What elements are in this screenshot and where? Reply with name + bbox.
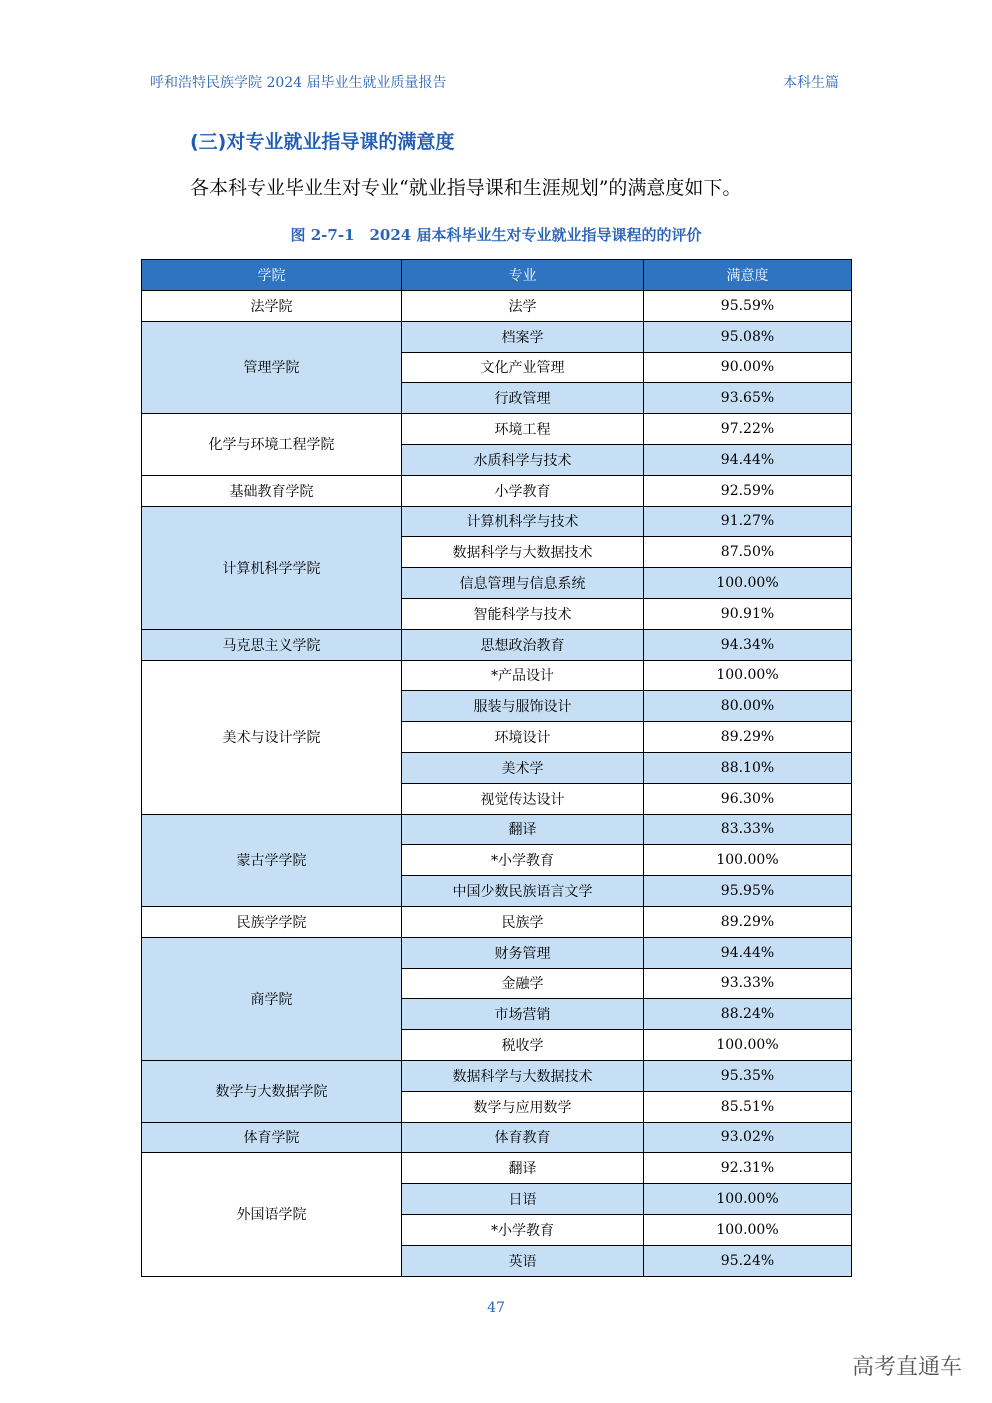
major-cell: 数学与应用数学 <box>402 1091 644 1122</box>
major-cell: 税收学 <box>402 1030 644 1061</box>
report-header-section: 本科生篇 <box>783 75 839 91</box>
value-cell: 100.00% <box>644 660 852 691</box>
value-cell: 95.59% <box>644 291 852 322</box>
major-cell: 服装与服饰设计 <box>402 691 644 722</box>
college-cell: 基础教育学院 <box>142 475 402 506</box>
major-cell: 法学 <box>402 291 644 322</box>
intro-paragraph: 各本科专业毕业生对专业“就业指导课和生涯规划”的满意度如下。 <box>190 177 742 199</box>
major-cell: 美术学 <box>402 752 644 783</box>
value-cell: 93.02% <box>644 1122 852 1153</box>
table-caption: 图 2-7-1 2024 届本科毕业生对专业就业指导课程的的评价 <box>290 226 702 244</box>
value-cell: 96.30% <box>644 783 852 814</box>
table-row <box>142 937 852 968</box>
major-cell: 水质科学与技术 <box>402 444 644 475</box>
college-cell: 蒙古学学院 <box>142 814 402 906</box>
value-cell: 100.00% <box>644 845 852 876</box>
major-cell: 文化产业管理 <box>402 352 644 383</box>
college-cell: 商学院 <box>142 937 402 1060</box>
college-cell: 民族学学院 <box>142 906 402 937</box>
major-cell: *小学教育 <box>402 1214 644 1245</box>
major-cell: 中国少数民族语言文学 <box>402 876 644 907</box>
college-cell: 管理学院 <box>142 321 402 413</box>
major-cell: *小学教育 <box>402 845 644 876</box>
value-cell: 100.00% <box>644 1184 852 1215</box>
table-row <box>142 1060 852 1091</box>
table-row <box>142 506 852 537</box>
table-row <box>142 906 852 937</box>
college-cell: 外国语学院 <box>142 1153 402 1276</box>
value-cell: 93.65% <box>644 383 852 414</box>
value-cell: 87.50% <box>644 537 852 568</box>
table-row <box>142 475 852 506</box>
table-row <box>142 291 852 322</box>
value-cell: 94.34% <box>644 629 852 660</box>
college-cell: 化学与环境工程学院 <box>142 414 402 476</box>
value-cell: 100.00% <box>644 1214 852 1245</box>
major-cell: 环境工程 <box>402 414 644 445</box>
major-cell: 英语 <box>402 1245 644 1276</box>
value-cell: 90.00% <box>644 352 852 383</box>
report-header-title: 呼和浩特民族学院 2024 届毕业生就业质量报告 <box>150 75 447 91</box>
section-title: (三)对专业就业指导课的满意度 <box>190 131 455 153</box>
college-cell: 数学与大数据学院 <box>142 1060 402 1122</box>
table-header-row <box>142 260 852 291</box>
table-row <box>142 629 852 660</box>
value-cell: 100.00% <box>644 568 852 599</box>
value-cell: 88.24% <box>644 999 852 1030</box>
major-cell: 金融学 <box>402 968 644 999</box>
value-cell: 95.24% <box>644 1245 852 1276</box>
header-college: 学院 <box>142 260 402 291</box>
page-number: 47 <box>487 1300 505 1316</box>
major-cell: 财务管理 <box>402 937 644 968</box>
value-cell: 94.44% <box>644 937 852 968</box>
major-cell: 体育教育 <box>402 1122 644 1153</box>
value-cell: 93.33% <box>644 968 852 999</box>
college-cell: 法学院 <box>142 291 402 322</box>
major-cell: 小学教育 <box>402 475 644 506</box>
major-cell: 翻译 <box>402 814 644 845</box>
major-cell: 日语 <box>402 1184 644 1215</box>
table-row <box>142 660 852 691</box>
value-cell: 94.44% <box>644 444 852 475</box>
major-cell: 智能科学与技术 <box>402 598 644 629</box>
major-cell: 信息管理与信息系统 <box>402 568 644 599</box>
table-row <box>142 1122 852 1153</box>
college-cell: 马克思主义学院 <box>142 629 402 660</box>
major-cell: 民族学 <box>402 906 644 937</box>
value-cell: 100.00% <box>644 1030 852 1061</box>
college-cell: 体育学院 <box>142 1122 402 1153</box>
major-cell: 市场营销 <box>402 999 644 1030</box>
value-cell: 88.10% <box>644 752 852 783</box>
header-major: 专业 <box>402 260 644 291</box>
major-cell: 环境设计 <box>402 722 644 753</box>
value-cell: 90.91% <box>644 598 852 629</box>
major-cell: 视觉传达设计 <box>402 783 644 814</box>
value-cell: 95.95% <box>644 876 852 907</box>
major-cell: 翻译 <box>402 1153 644 1184</box>
major-cell: 计算机科学与技术 <box>402 506 644 537</box>
value-cell: 91.27% <box>644 506 852 537</box>
value-cell: 95.35% <box>644 1060 852 1091</box>
value-cell: 92.31% <box>644 1153 852 1184</box>
value-cell: 92.59% <box>644 475 852 506</box>
value-cell: 89.29% <box>644 722 852 753</box>
major-cell: 数据科学与大数据技术 <box>402 1060 644 1091</box>
college-cell: 计算机科学学院 <box>142 506 402 629</box>
header-satisfaction: 满意度 <box>644 260 852 291</box>
table-row <box>142 321 852 352</box>
value-cell: 89.29% <box>644 906 852 937</box>
major-cell: 思想政治教育 <box>402 629 644 660</box>
satisfaction-table <box>141 259 852 1277</box>
major-cell: 行政管理 <box>402 383 644 414</box>
value-cell: 80.00% <box>644 691 852 722</box>
major-cell: 档案学 <box>402 321 644 352</box>
table-row <box>142 1153 852 1184</box>
major-cell: 数据科学与大数据技术 <box>402 537 644 568</box>
value-cell: 83.33% <box>644 814 852 845</box>
college-cell: 美术与设计学院 <box>142 660 402 814</box>
value-cell: 85.51% <box>644 1091 852 1122</box>
table-row <box>142 414 852 445</box>
watermark-text: 高考直通车 <box>851 1355 962 1380</box>
major-cell: *产品设计 <box>402 660 644 691</box>
value-cell: 97.22% <box>644 414 852 445</box>
value-cell: 95.08% <box>644 321 852 352</box>
table-row <box>142 814 852 845</box>
